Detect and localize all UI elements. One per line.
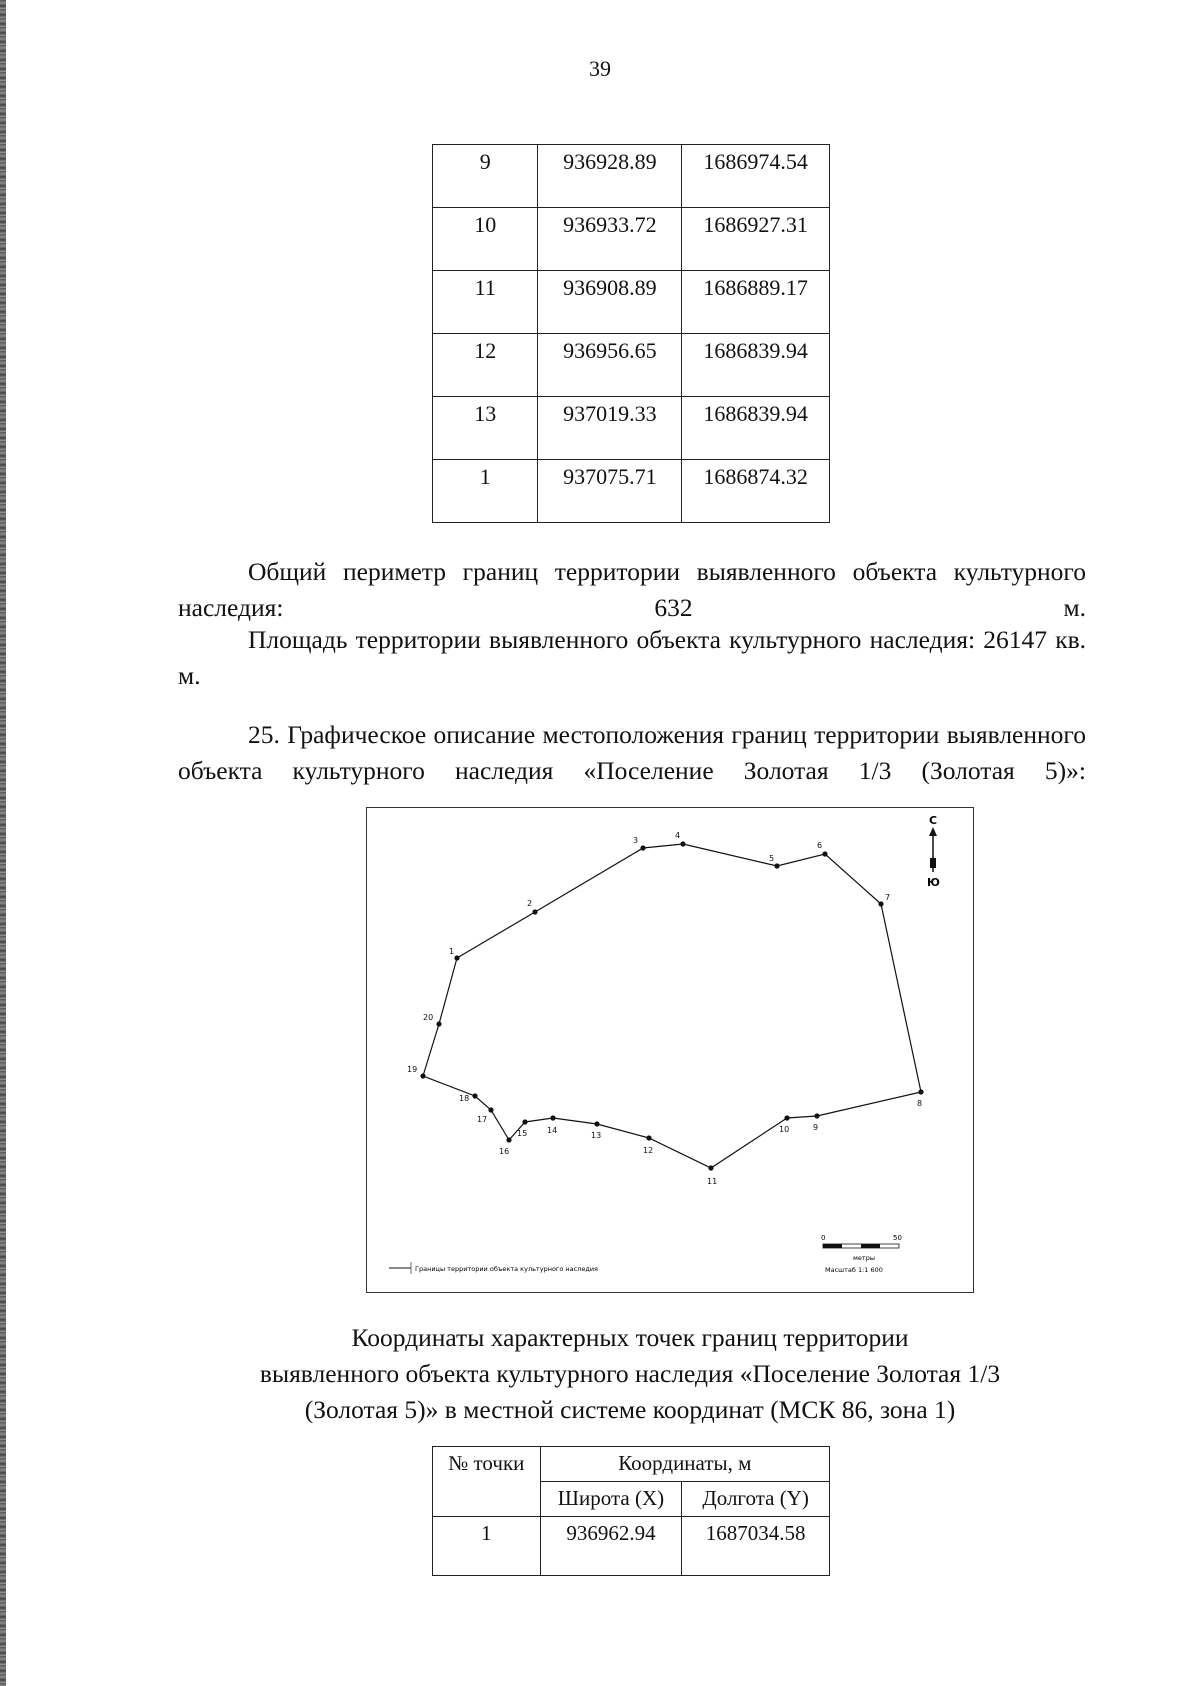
point-label-19: 19 xyxy=(407,1065,418,1074)
vertex-dot-7 xyxy=(878,901,883,906)
longitude-cell: 1686839.94 xyxy=(682,334,830,397)
vertex-dot-13 xyxy=(594,1121,599,1126)
point-label-5: 5 xyxy=(769,854,775,863)
perimeter-paragraph: Общий периметр границ территории выявленного объекта культурного наследия: 632 м. xyxy=(178,557,1086,622)
latitude-cell: 936933.72 xyxy=(538,208,682,271)
caption-line-1: Координаты характерных точек границ территории xyxy=(351,1323,909,1352)
scale-end-label: 50 xyxy=(893,1234,902,1242)
table-row xyxy=(433,208,830,271)
point-number: 13 xyxy=(433,397,538,460)
latitude-cell: 936928.89 xyxy=(538,145,682,208)
point-label-2: 2 xyxy=(527,899,533,908)
vertex-dot-18 xyxy=(472,1093,477,1098)
table-header-row xyxy=(433,1447,830,1482)
table-row xyxy=(433,397,830,460)
vertex-dot-8 xyxy=(918,1089,923,1094)
header-coordinates: Координаты, м xyxy=(540,1447,829,1482)
vertex-dot-20 xyxy=(436,1021,441,1026)
vertex-dot-16 xyxy=(506,1137,511,1142)
point-label-8: 8 xyxy=(917,1099,923,1108)
area-paragraph: Площадь территории выявленного объекта культурного наследия: 26147 кв. м. xyxy=(178,625,1086,690)
compass-north-label: С xyxy=(929,814,938,827)
vertex-dot-4 xyxy=(680,841,685,846)
compass-base-icon xyxy=(930,858,936,868)
point-label-17: 17 xyxy=(477,1115,488,1124)
point-number: 12 xyxy=(433,334,538,397)
point-label-15: 15 xyxy=(517,1129,528,1138)
latitude-cell: 936962.94 xyxy=(540,1517,682,1576)
boundary-map xyxy=(366,807,974,1293)
table-row xyxy=(433,271,830,334)
point-label-20: 20 xyxy=(423,1013,434,1022)
caption-line-2: выявленного объекта культурного наследия «Поселение Золотая 1/3 xyxy=(259,1359,1001,1388)
point-label-18: 18 xyxy=(459,1094,470,1103)
page-number: 39 xyxy=(589,56,611,81)
longitude-cell: 1686889.17 xyxy=(682,271,830,334)
point-label-3: 3 xyxy=(633,836,639,845)
vertex-dot-1 xyxy=(454,955,459,960)
longitude-cell: 1686974.54 xyxy=(682,145,830,208)
point-number: 11 xyxy=(433,271,538,334)
table-row xyxy=(433,334,830,397)
header-longitude: Долгота (Y) xyxy=(682,1482,830,1517)
vertex-dot-2 xyxy=(532,909,537,914)
vertex-dot-3 xyxy=(640,845,645,850)
scale-bar-segment xyxy=(823,1244,842,1248)
longitude-cell: 1686927.31 xyxy=(682,208,830,271)
vertex-dot-9 xyxy=(814,1113,819,1118)
coordinates-table-continued xyxy=(432,144,830,523)
boundary-polygon xyxy=(423,844,921,1168)
table-row xyxy=(433,460,830,523)
compass-arrow-icon xyxy=(929,827,937,836)
header-latitude: Широта (X) xyxy=(540,1482,682,1517)
longitude-cell: 1686839.94 xyxy=(682,397,830,460)
vertex-dot-15 xyxy=(522,1119,527,1124)
vertex-dot-14 xyxy=(550,1115,555,1120)
scale-ratio-label: Масштаб 1:1 600 xyxy=(825,1266,883,1274)
vertex-labels xyxy=(407,831,922,1186)
graphic-description-paragraph: 25. Графическое описание местоположения границ территории выявленного объекта культурного наследия «Поселение Золотая 1/3 (Золотая 5)»: xyxy=(178,720,1086,785)
compass-south-label: Ю xyxy=(927,876,940,889)
point-label-14: 14 xyxy=(547,1126,558,1135)
vertex-dot-12 xyxy=(646,1135,651,1140)
latitude-cell: 936956.65 xyxy=(538,334,682,397)
scale-bar-segment xyxy=(861,1244,880,1248)
point-number: 9 xyxy=(433,145,538,208)
table-row xyxy=(433,145,830,208)
compass xyxy=(927,814,940,889)
scale-bar xyxy=(821,1234,902,1274)
point-label-7: 7 xyxy=(885,893,891,902)
vertex-dot-19 xyxy=(420,1073,425,1078)
latitude-cell: 937019.33 xyxy=(538,397,682,460)
boundary-vertices xyxy=(420,841,923,1170)
point-label-1: 1 xyxy=(449,947,455,956)
vertex-dot-17 xyxy=(488,1107,493,1112)
point-number: 1 xyxy=(433,460,538,523)
scale-start-label: 0 xyxy=(821,1234,826,1242)
vertex-dot-5 xyxy=(774,863,779,868)
point-label-10: 10 xyxy=(779,1125,790,1134)
point-label-13: 13 xyxy=(591,1131,602,1140)
point-number: 1 xyxy=(433,1517,541,1576)
vertex-dot-11 xyxy=(708,1165,713,1170)
boundary-map-svg xyxy=(367,808,973,1292)
vertex-dot-6 xyxy=(822,851,827,856)
coordinates-caption xyxy=(150,1320,1110,1428)
point-label-6: 6 xyxy=(817,841,823,850)
point-label-4: 4 xyxy=(675,831,681,840)
longitude-cell: 1687034.58 xyxy=(682,1517,830,1576)
vertex-dot-10 xyxy=(784,1115,789,1120)
point-label-16: 16 xyxy=(499,1147,510,1156)
latitude-cell: 937075.71 xyxy=(538,460,682,523)
point-number: 10 xyxy=(433,208,538,271)
latitude-cell: 936908.89 xyxy=(538,271,682,334)
point-label-11: 11 xyxy=(707,1177,718,1186)
table-row xyxy=(433,1517,830,1576)
scale-unit-label: метры xyxy=(853,1254,875,1262)
coordinates-table xyxy=(432,1446,830,1576)
longitude-cell: 1686874.32 xyxy=(682,460,830,523)
point-label-12: 12 xyxy=(643,1146,654,1155)
map-legend xyxy=(389,1262,598,1274)
header-point-number: № точки xyxy=(433,1447,541,1517)
scan-edge xyxy=(0,0,6,1686)
point-label-9: 9 xyxy=(813,1123,819,1132)
caption-line-3: (Золотая 5)» в местной системе координат (МСК 86, зона 1) xyxy=(304,1395,956,1424)
legend-label: Границы территории объекта культурного наследия xyxy=(415,1265,598,1273)
